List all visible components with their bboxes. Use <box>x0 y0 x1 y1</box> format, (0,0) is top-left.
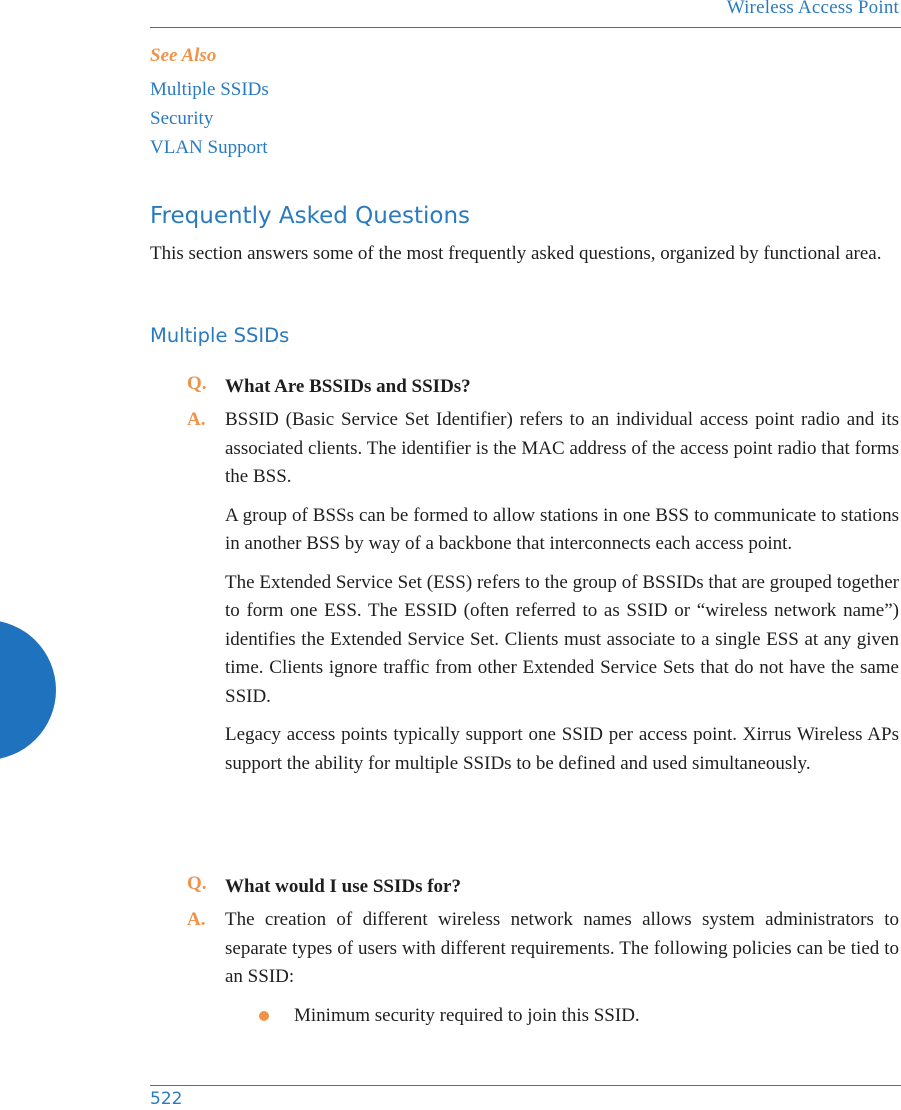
question-label: Q. <box>187 873 207 894</box>
answer-row <box>187 406 899 788</box>
answer-row <box>187 906 899 1030</box>
answer-label: A. <box>187 909 206 930</box>
running-header-title: Wireless Access Point <box>726 0 899 18</box>
question-row <box>187 873 899 901</box>
see-also-links <box>150 75 269 162</box>
page-number: 522 <box>150 1089 183 1109</box>
answer-body <box>225 406 899 788</box>
answer-label: A. <box>187 409 206 430</box>
see-also-link-security[interactable]: Security <box>150 108 214 129</box>
subsection-title: Multiple SSIDs <box>150 324 290 347</box>
faq-item-2 <box>187 873 899 1030</box>
question-text: What Are BSSIDs and SSIDs? <box>225 376 471 397</box>
see-also-link-multiple-ssids[interactable]: Multiple SSIDs <box>150 79 269 100</box>
answer-paragraph: BSSID (Basic Service Set Identifier) refers to an individual access point radio and its associated clients. The identifier is the MAC address of the access point radio that forms the BSS. <box>225 409 899 487</box>
policy-list <box>225 1002 899 1030</box>
answer-paragraph: A group of BSSs can be formed to allow stations in one BSS to communicate to stations in another BSS by way of a backbone that interconnects each access point. <box>225 504 899 554</box>
list-item <box>259 1002 899 1030</box>
header-rule <box>150 27 901 28</box>
question-label: Q. <box>187 373 207 394</box>
section-intro: This section answers some of the most frequently asked questions, organized by functional area. <box>150 243 882 264</box>
question-text: What would I use SSIDs for? <box>225 876 461 897</box>
answer-paragraph: The creation of different wireless network names allows system administrators to separate types of users with different requirements. The following policies can be tied to an SSID: <box>225 909 899 987</box>
answer-paragraph: The Extended Service Set (ESS) refers to the group of BSSIDs that are grouped together to form one ESS. The ESSID (often referred to as SSID or “wireless network name”) identifies the Extended Service Set. Clients must associate to a single ESS at any given time. Clients ignore traffic from other Extended Service Sets that do not have the same SSID. <box>225 571 899 707</box>
list-item-text: Minimum security required to join this SSID. <box>294 1004 640 1026</box>
answer-body <box>225 906 899 1030</box>
see-also-link-vlan-support[interactable]: VLAN Support <box>150 137 268 158</box>
footer-rule <box>150 1085 901 1086</box>
bullet-dot-icon <box>259 1011 269 1021</box>
question-row <box>187 373 899 401</box>
see-also-heading: See Also <box>150 45 217 66</box>
section-title: Frequently Asked Questions <box>150 203 471 229</box>
answer-paragraph: Legacy access points typically support one SSID per access point. Xirrus Wireless APs support the ability for multiple SSIDs to be defined and used simultaneously. <box>225 724 899 774</box>
faq-item-1 <box>187 373 899 788</box>
chapter-tab-marker <box>0 620 56 760</box>
